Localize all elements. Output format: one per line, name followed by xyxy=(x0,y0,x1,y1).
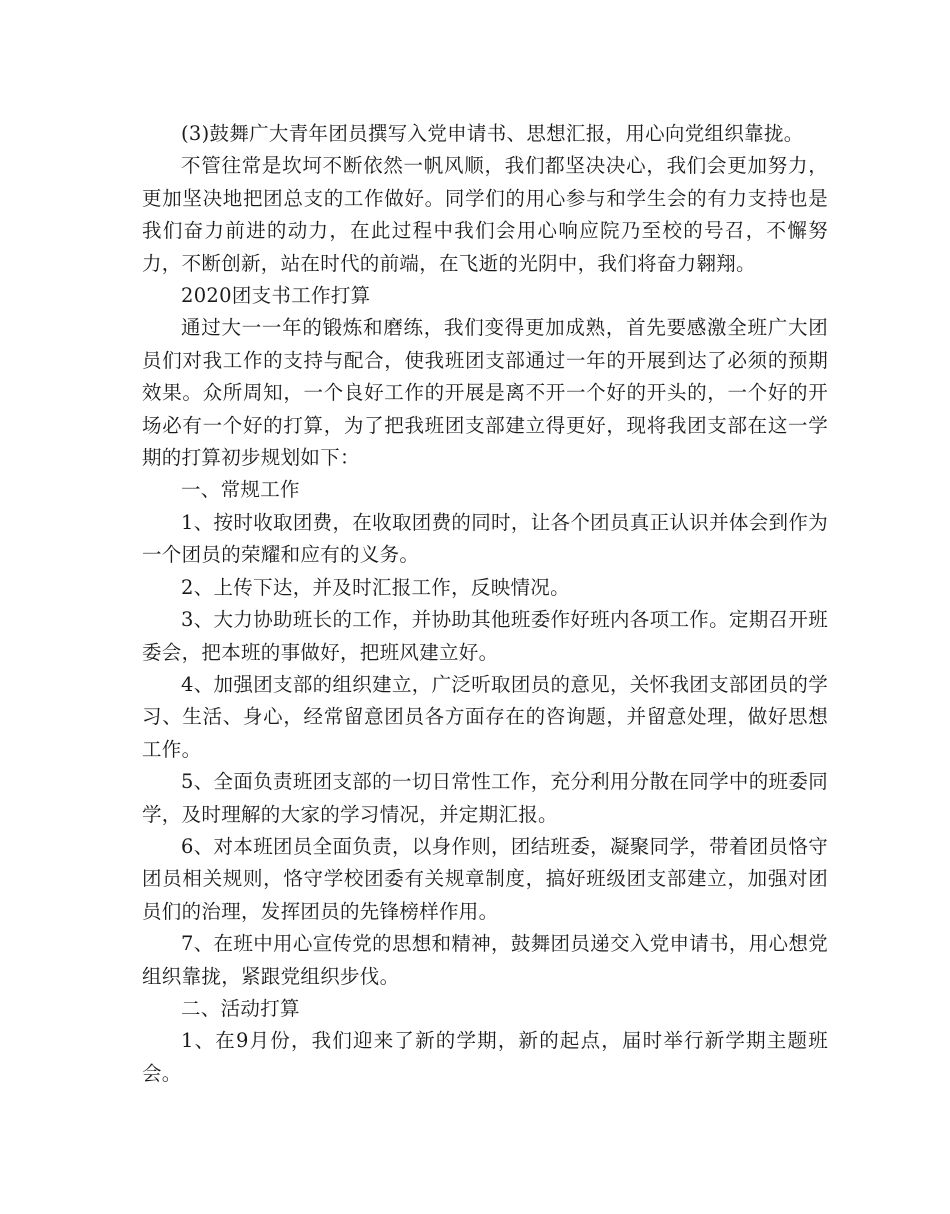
list-item-7: 7、在班中用心宣传党的思想和精神，鼓舞团员递交入党申请书，用心想党组织靠拢，紧跟党组织步伐。 xyxy=(142,932,828,988)
activity-item-1: 1、在9月份，我们迎来了新的学期，新的起点，届时举行新学期主题班会。 xyxy=(142,1029,828,1085)
list-item-4: 4、加强团支部的组织建立，广泛听取团员的意见，关怀我团支部团员的学习、生活、身心，经常留意团员各方面存在的咨询题，并留意处理，做好思想工作。 xyxy=(142,672,828,761)
list-item-3: 3、大力协助班长的工作，并协助其他班委作好班内各项工作。定期召开班委会，把本班的事做好，把班风建立好。 xyxy=(142,608,828,664)
paragraph-introduction: 通过大一一年的锻炼和磨练，我们变得更加成熟，首先要感激全班广大团员们对我工作的支持与配合，使我班团支部通过一年的开展到达了必须的预期效果。众所周知，一个良好工作的开展是离不开一个好的开头的，一个好的开场必有一个好的打算，为了把我班团支部建立得更好，现将我团支部在这一学期的打算初步规划如下： xyxy=(142,316,828,470)
list-item-1: 1、按时收取团费，在收取团费的同时，让各个团员真正认识并体会到作为一个团员的荣耀和应有的义务。 xyxy=(142,510,828,567)
document-body xyxy=(142,118,828,1090)
section-title-plan: 2020团支书工作打算 xyxy=(181,284,371,308)
list-item-5: 5、全面负责班团支部的一切日常性工作，充分利用分散在同学中的班委同学，及时理解的大家的学习情况，并定期汇报。 xyxy=(142,770,828,826)
list-item-6: 6、对本班团员全面负责，以身作则，团结班委，凝聚同学，带着团员恪守团员相关规则，恪守学校团委有关规章制度，搞好班级团支部建立，加强对团员们的治理，发挥团员的先锋榜样作用。 xyxy=(142,834,828,923)
paragraph-determination: 不管往常是坎坷不断依然一帆风顺，我们都坚决决心，我们会更加努力，更加坚决地把团总支的工作做好。同学们的用心参与和学生会的有力支持也是我们奋力前进的动力，在此过程中我们会用心响应院乃至校的号召，不懈努力，不断创新，站在时代的前端，在飞逝的光阴中，我们将奋力翱翔。 xyxy=(142,154,828,275)
list-item-2: 2、上传下达，并及时汇报工作，反映情况。 xyxy=(181,575,570,599)
paragraph-party-application: (3)鼓舞广大青年团员撰写入党申请书、思想汇报，用心向党组织靠拢。 xyxy=(181,122,804,145)
heading-routine-work: 一、常规工作 xyxy=(181,478,300,502)
heading-activity-plan: 二、活动打算 xyxy=(181,996,300,1020)
